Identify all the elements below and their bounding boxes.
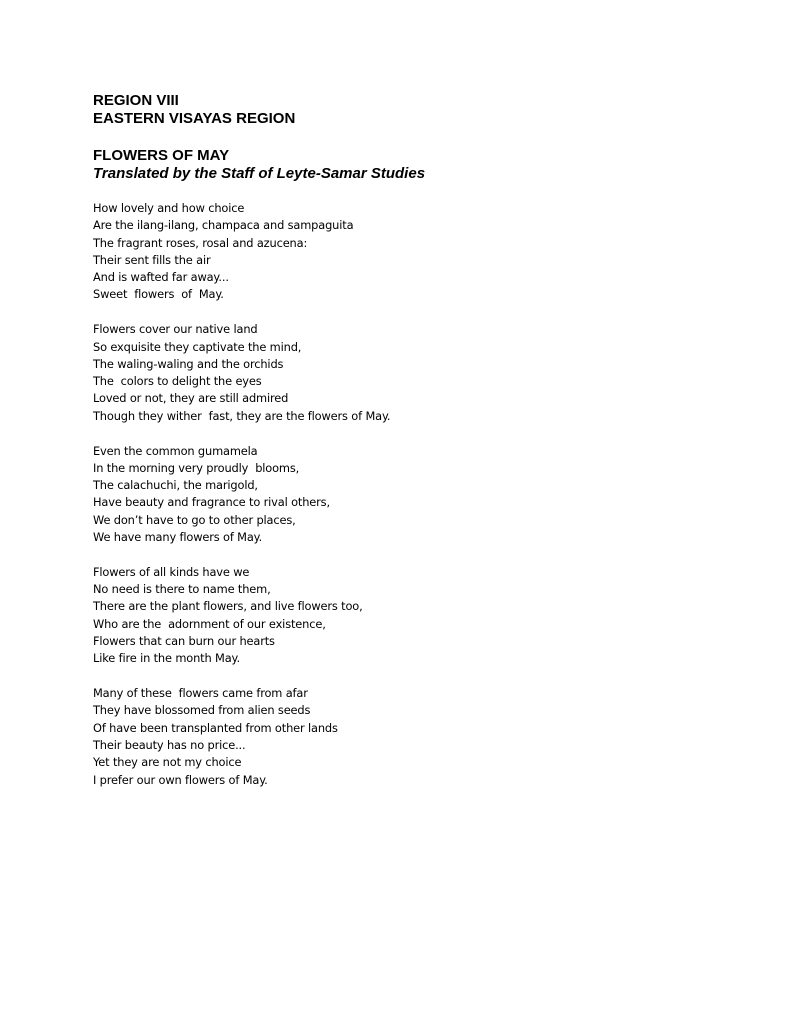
poem-line: The fragrant roses, rosal and azucena: <box>93 235 308 250</box>
poem-line: The calachuchi, the marigold, <box>93 478 258 493</box>
poem-line: The colors to delight the eyes <box>93 374 262 389</box>
poem-line: Who are the adornment of our existence, <box>93 616 326 631</box>
poem-line: And is wafted far away... <box>93 270 229 285</box>
poem-line: So exquisite they captivate the mind, <box>93 339 302 354</box>
poem-line: Have beauty and fragrance to rival others, <box>93 495 330 510</box>
poem-line: The waling-waling and the orchids <box>93 356 284 371</box>
poem-line: Flowers of all kinds have we <box>93 564 250 579</box>
poem-line: Yet they are not my choice <box>93 755 242 770</box>
poem-line: No need is there to name them, <box>93 582 271 597</box>
poem-line: Many of these flowers came from afar <box>93 686 308 701</box>
poem-line: They have blossomed from alien seeds <box>93 703 311 718</box>
poem-body <box>93 200 753 789</box>
poem-line: How lovely and how choice <box>93 201 245 215</box>
region-header <box>93 92 753 128</box>
poem-line: Even the common gumamela <box>93 443 258 458</box>
region-name: EASTERN VISAYAS REGION <box>93 110 296 127</box>
stanza-3 <box>93 443 753 547</box>
poem-line: Their beauty has no price... <box>93 738 246 753</box>
poem-line: Of have been transplanted from other lands <box>93 720 338 735</box>
poem-credit: Translated by the Staff of Leyte-Samar Studies <box>93 165 426 182</box>
stanza-1 <box>93 200 753 304</box>
poem-line: Are the ilang-ilang, champaca and sampaguita <box>93 218 354 233</box>
poem-line: Loved or not, they are still admired <box>93 391 289 406</box>
poem-line: Their sent fills the air <box>93 252 211 267</box>
poem-line: We don’t have to go to other places, <box>93 512 296 527</box>
poem-line: Sweet flowers of May. <box>93 287 224 302</box>
poem-line: Though they wither fast, they are the flowers of May. <box>93 408 391 423</box>
poem-line: In the morning very proudly blooms, <box>93 460 300 475</box>
poem-line: Flowers cover our native land <box>93 322 258 337</box>
poem-line: Like fire in the month May. <box>93 651 240 666</box>
stanza-4 <box>93 564 753 668</box>
poem-line: There are the plant flowers, and live flowers too, <box>93 599 363 614</box>
poem-title-block <box>93 147 753 183</box>
stanza-5 <box>93 685 753 789</box>
document-page <box>93 92 753 806</box>
poem-title: FLOWERS OF MAY <box>93 147 230 164</box>
poem-line: I prefer our own flowers of May. <box>93 772 268 787</box>
poem-line: We have many flowers of May. <box>93 530 263 545</box>
region-number: REGION VIII <box>93 92 179 109</box>
poem-line: Flowers that can burn our hearts <box>93 634 275 649</box>
stanza-2 <box>93 321 753 425</box>
